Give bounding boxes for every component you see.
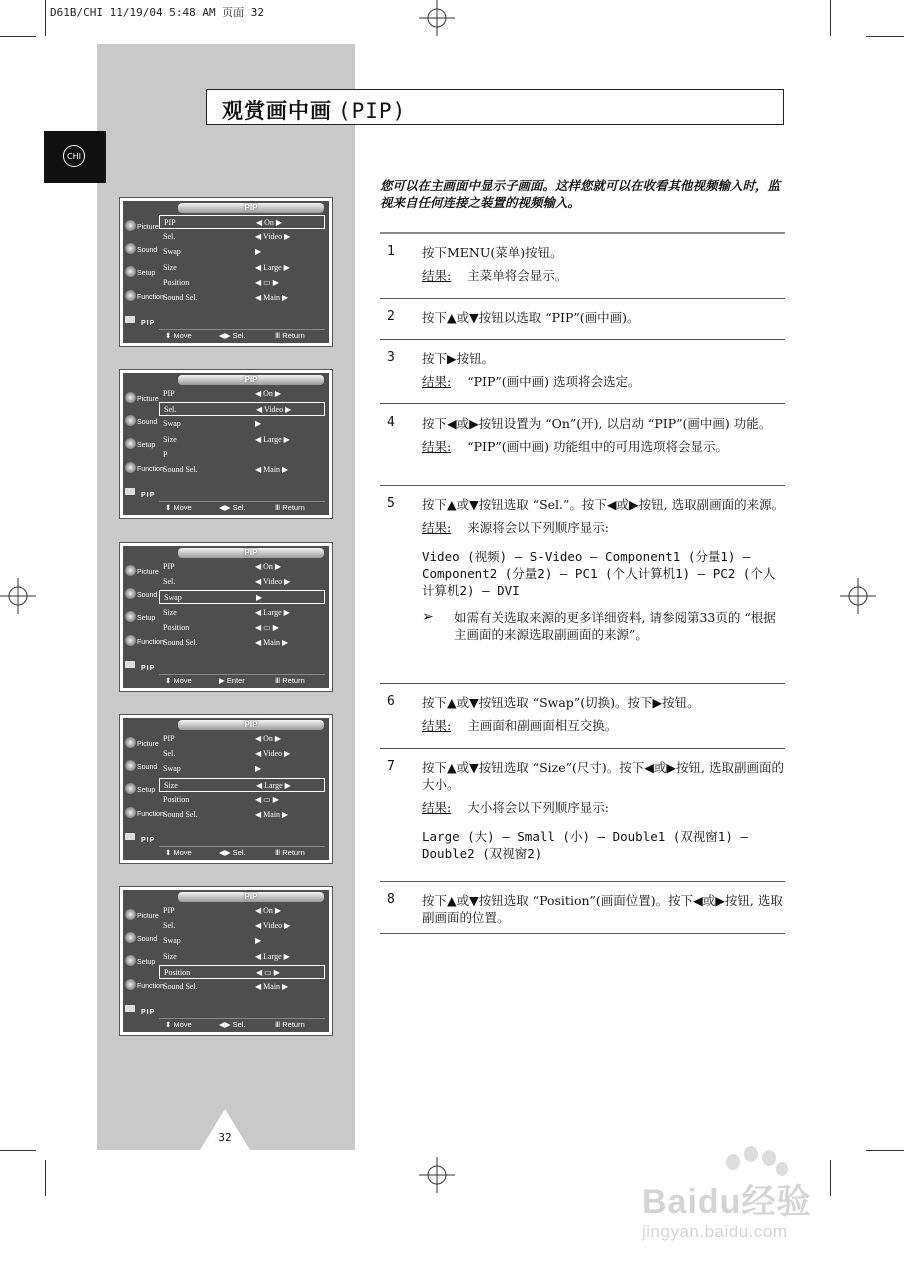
- osd-category-icon: [125, 955, 136, 966]
- osd-row-label: Sound Sel.: [163, 638, 198, 647]
- osd-side-label: Setup: [137, 615, 156, 622]
- osd-row-label: Position: [164, 967, 191, 977]
- step-text: 按下▲或▼按钮选取 “Swap”(切换)。按下▶按钮。: [422, 695, 700, 710]
- osd-side-item: [125, 830, 159, 850]
- osd-side-label: Sound: [137, 764, 158, 771]
- osd-row-label: Size: [164, 780, 178, 790]
- step-number: 6: [387, 694, 395, 709]
- osd-side-item: [125, 1002, 159, 1022]
- osd-footer: [159, 1018, 325, 1030]
- osd-row-value: ◀ ▭ ▶: [255, 622, 279, 632]
- osd-side-label: Setup: [137, 959, 156, 966]
- osd-menu-row: [159, 560, 325, 574]
- osd-row-label: Sel.: [163, 749, 176, 759]
- watermark-logo: Baidu经验: [642, 1183, 812, 1221]
- divider: [380, 232, 785, 234]
- osd-side-item: [125, 562, 159, 582]
- osd-row-label: PIP: [163, 389, 175, 398]
- note-text: 如需有关选取来源的更多详细资料, 请参阅第33页的 “根据主画面的来源选取副画面的来源”。: [454, 610, 776, 642]
- source-sequence: Video (视频) – S-Video – Component1 (分量1) – Component2 (分量2) – PC1 (个人计算机1) – PC2 (个人计算机2) – DVI: [422, 549, 776, 598]
- size-sequence: Large (大) – Small (小) – Double1 (双视窗1) – Double2 (双视窗2): [422, 829, 748, 861]
- watermark-url: jingyan.baidu.com: [642, 1222, 788, 1241]
- osd-side-item: [125, 485, 159, 505]
- result-label: 结果:: [422, 268, 452, 283]
- step-number: 3: [387, 350, 395, 365]
- osd-side-label: Picture: [137, 224, 159, 231]
- osd-side-item: [125, 435, 159, 455]
- osd-row-label: Sel.: [163, 232, 176, 242]
- osd-side-label: Sound: [137, 419, 158, 426]
- osd-menu-row: [159, 919, 325, 933]
- osd-row-value: ▶: [255, 419, 262, 429]
- osd-menu-screenshot: [119, 714, 333, 864]
- osd-side-item: [125, 757, 159, 777]
- osd-category-icon: [125, 488, 135, 495]
- osd-side-item: [125, 976, 164, 996]
- osd-row-value: ◀ ▭ ▶: [255, 277, 279, 287]
- osd-footer: [159, 501, 325, 513]
- osd-row-value: ◀ Main ▶: [255, 982, 289, 991]
- divider: [380, 403, 785, 404]
- osd-footer-hint: Ⅲ Return: [275, 331, 305, 340]
- osd-side-item: [125, 287, 164, 307]
- osd-row-value: ◀ Video ▶: [255, 921, 291, 931]
- step-text: 按下▶按钮。: [422, 351, 495, 366]
- step-text: 按下▲或▼按钮以选取 “PIP”(画中画)。: [422, 310, 640, 325]
- osd-menu-row: [159, 934, 325, 948]
- step-text: 按下▲或▼按钮选取 “Position”(画面位置)。按下◀或▶按钮, 选取副画面的位置。: [422, 893, 783, 925]
- step-text: 按下▲或▼按钮选取 “Sel.”。按下◀或▶按钮, 选取副画面的来源。: [422, 497, 785, 512]
- osd-row-value: ▶: [255, 247, 262, 257]
- step-text: 按下MENU(菜单)按钮。: [422, 245, 563, 260]
- osd-side-label: Function: [137, 294, 164, 301]
- page-title: [206, 89, 784, 125]
- osd-row-label: Sound Sel.: [163, 982, 198, 991]
- crop-mark: [866, 36, 904, 37]
- osd-side-item: [125, 240, 159, 260]
- watermark: [640, 1140, 880, 1250]
- osd-category-icon: [125, 588, 136, 599]
- osd-side-label: PIP: [141, 320, 156, 327]
- osd-row-value: ◀ Main ▶: [255, 293, 289, 302]
- osd-category-icon: [125, 392, 136, 403]
- osd-menu-row: [159, 950, 325, 964]
- divider: [380, 933, 785, 934]
- osd-menu-row: [159, 215, 325, 229]
- step-number: 4: [387, 415, 395, 430]
- registration-mark-icon: [0, 578, 36, 614]
- osd-side-label: PIP: [141, 1009, 156, 1016]
- osd-menu-row: [159, 747, 325, 761]
- osd-menu-row: [159, 261, 325, 275]
- registration-mark-icon: [419, 0, 455, 36]
- divider: [380, 298, 785, 299]
- osd-category-icon: [125, 909, 136, 920]
- osd-menu-row: [159, 606, 325, 620]
- divider: [380, 683, 785, 684]
- osd-side-label: PIP: [141, 665, 156, 672]
- osd-menu-row: [159, 433, 325, 447]
- osd-menu-row: [159, 590, 325, 604]
- osd-row-value: ◀ Main ▶: [255, 810, 289, 819]
- osd-row-label: Swap: [164, 593, 182, 603]
- osd-row-label: Sel.: [163, 921, 176, 931]
- note: [422, 609, 785, 643]
- osd-title: PIP: [178, 203, 324, 213]
- osd-row-value: ◀ Large ▶: [255, 607, 290, 617]
- osd-menu-row: [159, 463, 325, 477]
- osd-side-label: Picture: [137, 741, 159, 748]
- osd-row-label: PIP: [163, 906, 175, 915]
- osd-category-icon: [125, 979, 136, 990]
- osd-side-item: [125, 804, 164, 824]
- osd-row-label: Sound Sel.: [163, 465, 198, 474]
- osd-footer-hint: ⬍ Move: [165, 676, 192, 685]
- result-text: “PIP”(画中画) 功能组中的可用选项将会显示。: [467, 439, 728, 454]
- step-number: 7: [387, 759, 395, 774]
- osd-category-icon: [125, 833, 135, 840]
- osd-side-item: [125, 929, 159, 949]
- osd-row-label: Size: [163, 434, 177, 444]
- result-text: 来源将会以下列顺序显示:: [467, 520, 609, 535]
- divider: [380, 485, 785, 486]
- osd-side-label: Picture: [137, 396, 159, 403]
- osd-menu-row: [159, 575, 325, 589]
- osd-menu-screenshot: [119, 542, 333, 692]
- step-text: 按下◀或▶按钮设置为 “On”(开), 以启动 “PIP”(画中画) 功能。: [422, 416, 772, 431]
- osd-row-value: ◀ On ▶: [255, 389, 282, 398]
- osd-side-label: Sound: [137, 936, 158, 943]
- osd-footer: [159, 329, 325, 341]
- osd-side-item: [125, 313, 159, 333]
- result-text: “PIP”(画中画) 选项将会选定。: [467, 374, 641, 389]
- osd-row-value: ◀ ▭ ▶: [255, 794, 279, 804]
- crop-mark: [0, 1150, 36, 1151]
- osd-side-label: Setup: [137, 270, 156, 277]
- osd-row-label: PIP: [164, 218, 176, 227]
- osd-category-icon: [125, 316, 135, 323]
- osd-footer-hint: ⬍ Move: [165, 1020, 192, 1029]
- osd-side-label: Setup: [137, 787, 156, 794]
- osd-side-label: Function: [137, 639, 164, 646]
- osd-menu-row: [159, 980, 325, 994]
- registration-mark-icon: [840, 578, 876, 614]
- osd-side-label: Sound: [137, 592, 158, 599]
- osd-category-icon: [125, 737, 136, 748]
- divider: [380, 881, 785, 882]
- osd-footer-hint: Ⅲ Return: [275, 503, 305, 512]
- osd-menu-screenshot: [119, 886, 333, 1036]
- osd-category-icon: [125, 243, 136, 254]
- page-number: 32: [218, 1131, 232, 1144]
- osd-row-label: Size: [163, 607, 177, 617]
- osd-row-value: ▶: [255, 764, 262, 774]
- osd-row-label: Swap: [163, 419, 181, 429]
- osd-footer-hint: ⬍ Move: [165, 331, 192, 340]
- divider: [380, 748, 785, 749]
- result-label: 结果:: [422, 800, 452, 815]
- osd-row-label: PIP: [163, 562, 175, 571]
- print-header: D61B/CHI 11/19/04 5:48 AM 页面 32: [50, 6, 265, 19]
- osd-side-label: Function: [137, 466, 164, 473]
- osd-row-value: ◀ Video ▶: [255, 232, 291, 242]
- osd-category-icon: [125, 290, 136, 301]
- osd-row-value: ◀ Large ▶: [255, 434, 290, 444]
- result-label: 结果:: [422, 439, 452, 454]
- osd-row-label: Sel.: [163, 577, 176, 587]
- result-text: 主菜单将会显示。: [467, 268, 568, 283]
- osd-footer-hint: ◀▶ Sel.: [219, 331, 246, 340]
- osd-row-value: ▶: [255, 936, 262, 946]
- osd-row-value: ◀ On ▶: [255, 906, 282, 915]
- osd-menu-row: [159, 732, 325, 746]
- osd-side-label: Setup: [137, 442, 156, 449]
- osd-category-icon: [125, 1005, 135, 1012]
- osd-title: PIP: [178, 375, 324, 385]
- osd-menu-row: [159, 245, 325, 259]
- osd-row-label: Size: [163, 951, 177, 961]
- result-text: 大小将会以下列顺序显示:: [467, 800, 609, 815]
- result-label: 结果:: [422, 718, 452, 733]
- result-text: 主画面和副画面相互交换。: [467, 718, 618, 733]
- osd-side-item: [125, 734, 159, 754]
- osd-menu-row: [159, 402, 325, 416]
- osd-side-item: [125, 906, 159, 926]
- crop-mark: [45, 0, 46, 36]
- osd-row-value: ◀ On ▶: [255, 734, 282, 743]
- osd-row-label: PIP: [163, 734, 175, 743]
- osd-side-item: [125, 952, 159, 972]
- osd-title: PIP: [178, 892, 324, 902]
- osd-side-label: Picture: [137, 569, 159, 576]
- osd-footer-hint: ◀▶ Sel.: [219, 848, 246, 857]
- osd-menu-row: [159, 276, 325, 290]
- osd-side-item: [125, 459, 164, 479]
- osd-row-value: ◀ Main ▶: [255, 465, 289, 474]
- osd-category-icon: [125, 807, 136, 818]
- osd-menu-row: [159, 636, 325, 650]
- osd-row-value: ◀ On ▶: [256, 218, 283, 227]
- osd-footer: [159, 674, 325, 686]
- osd-menu-screenshot: [119, 369, 333, 519]
- osd-footer: [159, 846, 325, 858]
- osd-menu-row: [159, 778, 325, 792]
- osd-category-icon: [125, 611, 136, 622]
- osd-menu-row: [159, 793, 325, 807]
- crop-mark: [830, 0, 831, 36]
- osd-footer-hint: Ⅲ Return: [275, 1020, 305, 1029]
- osd-row-value: ◀ Large ▶: [255, 262, 290, 272]
- osd-category-icon: [125, 635, 136, 646]
- osd-row-value: ◀ Large ▶: [256, 780, 291, 790]
- osd-category-icon: [125, 932, 136, 943]
- osd-side-label: Function: [137, 983, 164, 990]
- osd-row-value: ◀ Video ▶: [255, 749, 291, 759]
- note-arrow-icon: ➢: [422, 609, 434, 625]
- step-text: 按下▲或▼按钮选取 “Size”(尺寸)。按下◀或▶按钮, 选取副画面的大小。: [422, 760, 784, 792]
- osd-side-label: Sound: [137, 247, 158, 254]
- osd-menu-row: [159, 230, 325, 244]
- osd-side-label: PIP: [141, 837, 156, 844]
- crop-mark: [45, 1160, 46, 1196]
- osd-category-icon: [125, 438, 136, 449]
- osd-row-value: ◀ Video ▶: [255, 577, 291, 587]
- osd-footer-hint: Ⅲ Return: [275, 848, 305, 857]
- osd-category-icon: [125, 661, 135, 668]
- osd-row-label: Sound Sel.: [163, 810, 198, 819]
- osd-side-item: [125, 585, 159, 605]
- osd-row-value: ◀ ▭ ▶: [256, 967, 280, 977]
- osd-row-label: P: [163, 449, 168, 459]
- osd-row-label: Swap: [163, 764, 181, 774]
- osd-side-item: [125, 217, 159, 237]
- osd-category-icon: [125, 783, 136, 794]
- osd-row-label: Swap: [163, 247, 181, 257]
- osd-row-label: Sel.: [164, 405, 177, 415]
- osd-menu-row: [159, 448, 325, 462]
- osd-title: PIP: [178, 548, 324, 558]
- osd-footer-hint: ▶ Enter: [219, 676, 245, 685]
- intro-paragraph: 您可以在主画面中显示子画面。这样您就可以在收看其他视频输入时，监视来自任何连接之装置的视频输入。: [380, 178, 781, 210]
- osd-row-value: ◀ On ▶: [255, 562, 282, 571]
- osd-menu-row: [159, 762, 325, 776]
- osd-row-label: Position: [163, 277, 190, 287]
- osd-category-icon: [125, 462, 136, 473]
- registration-mark-icon: [419, 1157, 455, 1193]
- osd-footer-hint: ⬍ Move: [165, 848, 192, 857]
- osd-side-item: [125, 263, 159, 283]
- step-number: 8: [387, 892, 395, 907]
- osd-row-label: Swap: [163, 936, 181, 946]
- osd-row-value: ◀ Video ▶: [256, 405, 292, 415]
- osd-side-item: [125, 608, 159, 628]
- osd-side-label: Picture: [137, 913, 159, 920]
- osd-title: PIP: [178, 720, 324, 730]
- osd-footer-hint: ◀▶ Sel.: [219, 503, 246, 512]
- osd-menu-screenshot: [119, 197, 333, 347]
- osd-menu-row: [159, 904, 325, 918]
- osd-row-value: ▶: [256, 593, 263, 603]
- osd-side-item: [125, 658, 159, 678]
- osd-side-item: [125, 412, 159, 432]
- crop-mark: [0, 36, 36, 37]
- osd-side-label: Function: [137, 811, 164, 818]
- title-main: 观赏画中画: [222, 99, 332, 123]
- osd-row-value: ◀ Main ▶: [255, 638, 289, 647]
- step-number: 2: [387, 309, 395, 324]
- osd-category-icon: [125, 565, 136, 576]
- osd-menu-row: [159, 621, 325, 635]
- osd-menu-row: [159, 291, 325, 305]
- osd-category-icon: [125, 220, 136, 231]
- osd-footer-hint: ◀▶ Sel.: [219, 1020, 246, 1029]
- osd-row-label: Sound Sel.: [163, 293, 198, 302]
- title-sub: (PIP): [338, 99, 407, 123]
- osd-footer-hint: Ⅲ Return: [275, 676, 305, 685]
- osd-footer-hint: ⬍ Move: [165, 503, 192, 512]
- language-tab: [44, 131, 106, 183]
- result-label: 结果:: [422, 374, 452, 389]
- osd-side-label: PIP: [141, 492, 156, 499]
- divider: [380, 339, 785, 340]
- osd-row-label: Size: [163, 262, 177, 272]
- osd-row-label: Position: [163, 794, 190, 804]
- osd-side-item: [125, 632, 164, 652]
- osd-menu-row: [159, 965, 325, 979]
- osd-category-icon: [125, 266, 136, 277]
- osd-menu-row: [159, 417, 325, 431]
- osd-side-item: [125, 780, 159, 800]
- osd-menu-row: [159, 387, 325, 401]
- osd-row-value: ◀ Large ▶: [255, 951, 290, 961]
- osd-category-icon: [125, 415, 136, 426]
- osd-side-item: [125, 389, 159, 409]
- step-number: 1: [387, 244, 395, 259]
- osd-category-icon: [125, 760, 136, 771]
- step-number: 5: [387, 496, 395, 511]
- result-label: 结果:: [422, 520, 452, 535]
- osd-menu-row: [159, 808, 325, 822]
- osd-row-label: Position: [163, 622, 190, 632]
- language-label: CHI: [63, 145, 85, 167]
